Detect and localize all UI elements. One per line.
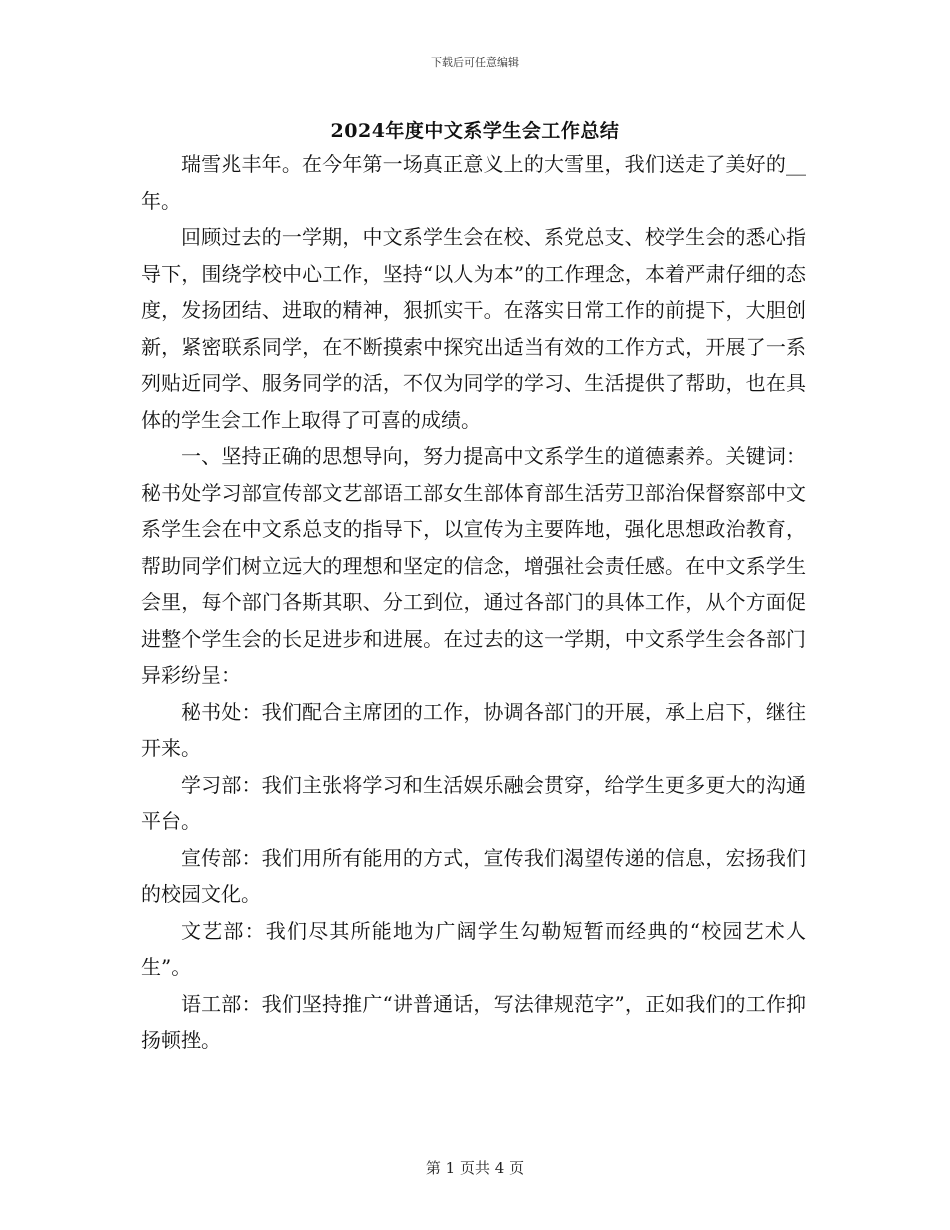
paragraph-arts-dept: 文艺部：我们尽其所能地为广阔学生勾勒短暂而经典的“校园艺术人生”。 xyxy=(141,918,806,979)
header-note: 下载后可任意编辑 xyxy=(431,56,519,69)
paragraph-secretariat: 秘书处：我们配合主席团的工作，协调各部门的开展，承上启下，继往开来。 xyxy=(141,699,806,760)
paragraph-study-dept: 学习部：我们主张将学习和生活娱乐融会贯穿，给学生更多更大的沟通平台。 xyxy=(141,772,806,833)
paragraph-section-one: 一、坚持正确的思想导向，努力提高中文系学生的道德素养。关键词：秘书处学习部宣传部文艺部语工部女生部体育部生活劳卫部治保督察部中文系学生会在中文系总支的指导下，以宣传为主要阵地，强化思想政治教育，帮助同学们树立远大的理想和坚定的信念，增强社会责任感。在中文系学生会里，每个部门各斯其职、分工到位，通过各部门的具体工作，从个方面促进整个学生会的长足进步和进展。在过去的这一学期，中文系学生会各部门异彩纷呈： xyxy=(141,444,806,687)
paragraph-language-dept: 语工部：我们坚持推广“讲普通话，写法律规范字”，正如我们的工作抑扬顿挫。 xyxy=(141,991,806,1052)
paragraph-publicity-dept: 宣传部：我们用所有能用的方式，宣传我们渴望传递的信息，宏扬我们的校园文化。 xyxy=(141,845,806,906)
paragraph-review: 回顾过去的一学期，中文系学生会在校、系党总支、校学生会的悉心指导下，围绕学校中心工作，坚持“以人为本”的工作理念，本着严肃仔细的态度，发扬团结、进取的精神，狠抓实干。在落实日常工作的前提下，大胆创新，紧密联系同学，在不断摸索中探究出适当有效的工作方式，开展了一系列贴近同学、服务同学的活，不仅为同学的学习、生活提供了帮助，也在具体的学生会工作上取得了可喜的成绩。 xyxy=(141,225,806,432)
document-title: 2024年度中文系学生会工作总结 xyxy=(330,120,620,142)
paragraph-opening: 瑞雪兆丰年。在今年第一场真正意义上的大雪里，我们送走了美好的__年。 xyxy=(141,152,806,213)
page-number: 第 1 页共 4 页 xyxy=(425,1159,525,1177)
document-body xyxy=(141,146,806,1059)
